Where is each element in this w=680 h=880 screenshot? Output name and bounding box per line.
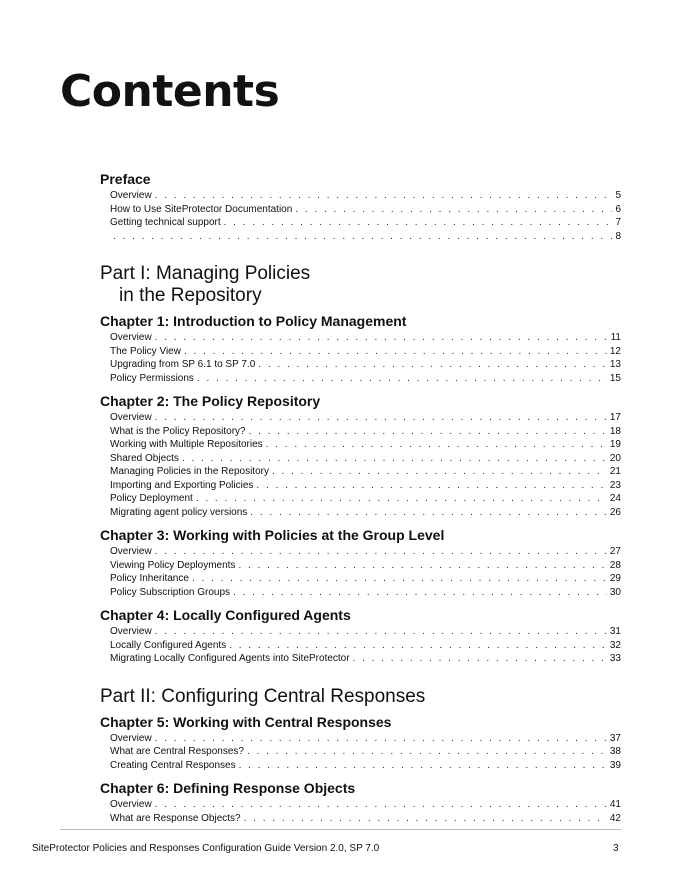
entry-page: 28 (609, 559, 621, 571)
toc-entry[interactable] (100, 625, 621, 639)
toc-entry[interactable] (100, 652, 621, 666)
toc-entry[interactable] (100, 345, 621, 359)
chapter-4-heading[interactable]: Chapter 4: Locally Configured Agents (100, 607, 351, 623)
entry-title: Viewing Policy Deployments (110, 559, 236, 571)
entry-title: Overview (110, 190, 152, 201)
entry-title: Working with Multiple Repositories (110, 439, 263, 450)
dot-leader (353, 652, 607, 666)
entry-page: 5 (615, 190, 621, 201)
part-1-title-line1: Part I: Managing Policies (100, 263, 311, 284)
preface-entries (100, 189, 621, 243)
dot-leader (238, 559, 606, 573)
dot-leader (229, 639, 607, 653)
entry-page: 31 (609, 626, 621, 637)
dot-leader (196, 492, 607, 506)
toc-entry[interactable] (100, 745, 621, 759)
entry-page: 21 (609, 466, 621, 477)
page-title: Contents (60, 66, 280, 117)
toc-entry[interactable] (100, 203, 621, 217)
entry-page: 32 (609, 639, 621, 651)
dot-leader (244, 812, 607, 826)
preface-heading: Preface (100, 171, 151, 187)
footer-page-number: 3 (613, 843, 619, 854)
entry-page: 30 (609, 586, 621, 598)
entry-title: Policy Deployment (110, 493, 193, 504)
dot-leader (258, 358, 607, 372)
dot-leader (197, 372, 607, 386)
dot-leader (256, 479, 606, 493)
dot-leader (192, 572, 607, 586)
entry-page: 23 (609, 479, 621, 491)
toc-entry[interactable] (100, 479, 621, 493)
entry-title: Upgrading from SP 6.1 to SP 7.0 (110, 359, 256, 370)
entry-title: Overview (110, 732, 152, 744)
entry-title: Migrating agent policy versions (110, 506, 248, 518)
entry-title: What are Response Objects? (110, 812, 241, 824)
dot-leader (266, 438, 607, 452)
entry-page: 24 (609, 493, 621, 504)
entry-title: The Policy View (110, 345, 181, 357)
entry-page: 11 (610, 332, 621, 343)
dot-leader (155, 331, 608, 345)
entry-title: Locally Configured Agents (110, 639, 227, 651)
dot-leader (155, 732, 607, 746)
entry-title: Policy Permissions (110, 372, 194, 384)
dot-leader (184, 345, 607, 359)
entry-title: How to Use SiteProtector Documentation (110, 203, 293, 215)
part-2-heading (100, 686, 621, 708)
entry-page: 19 (609, 439, 621, 450)
part-1-title-line2: in the Repository (119, 285, 262, 306)
entry-title: Overview (110, 412, 152, 423)
dot-leader (295, 203, 612, 217)
chapter-2-heading[interactable]: Chapter 2: The Policy Repository (100, 393, 321, 409)
toc-entry[interactable] (100, 506, 621, 520)
dot-leader (272, 465, 607, 479)
toc-entry[interactable] (100, 639, 621, 653)
entry-title: Policy Inheritance (110, 573, 189, 584)
entry-page: 26 (609, 506, 621, 518)
toc-entry[interactable] (100, 492, 621, 506)
dot-leader (155, 545, 607, 559)
part-1-heading (100, 263, 621, 307)
entry-page: 17 (609, 412, 621, 423)
entry-page: 42 (609, 812, 621, 824)
entry-title: What is the Policy Repository? (110, 425, 246, 437)
footer-title: SiteProtector Policies and Responses Configuration Guide Version 2.0, SP 7.0 (32, 843, 380, 854)
dot-leader (250, 506, 607, 520)
entry-page: 6 (615, 203, 621, 215)
toc-entry[interactable] (100, 425, 621, 439)
toc-entry[interactable] (100, 438, 621, 452)
chapter-3-heading[interactable]: Chapter 3: Working with Policies at the Group Level (100, 527, 445, 543)
entry-title: Creating Central Responses (110, 759, 236, 771)
toc-entry[interactable] (100, 230, 621, 244)
dot-leader (249, 425, 607, 439)
table-of-contents (100, 171, 621, 825)
toc-entry[interactable] (100, 189, 621, 203)
toc-entry[interactable] (100, 372, 621, 386)
entry-title: Overview (110, 799, 152, 810)
toc-entry[interactable] (100, 545, 621, 559)
chapter-6-heading[interactable]: Chapter 6: Defining Response Objects (100, 780, 356, 796)
toc-entry[interactable] (100, 452, 621, 466)
entry-title: Overview (110, 626, 152, 637)
dot-leader (155, 411, 607, 425)
dot-leader (155, 625, 607, 639)
entry-title: What are Central Responses? (110, 746, 244, 757)
entry-page: 39 (609, 759, 621, 771)
toc-entry[interactable] (100, 572, 621, 586)
toc-entry[interactable] (100, 358, 621, 372)
entry-page: 41 (609, 799, 621, 810)
footer-divider (60, 829, 621, 830)
entry-title: Shared Objects (110, 452, 179, 464)
dot-leader (155, 189, 613, 203)
dot-leader (224, 216, 613, 230)
dot-leader (113, 230, 612, 244)
dot-leader (182, 452, 607, 466)
entry-page: 33 (609, 653, 621, 664)
toc-entry[interactable] (100, 759, 621, 773)
entry-page: 13 (609, 359, 621, 370)
entry-title: Policy Subscription Groups (110, 586, 231, 598)
entry-page: 27 (609, 546, 621, 557)
chapter-1-heading[interactable]: Chapter 1: Introduction to Policy Management (100, 313, 407, 329)
dot-leader (247, 745, 607, 759)
part-2-title: Part II: Configuring Central Responses (100, 685, 426, 707)
toc-entry[interactable] (100, 465, 621, 479)
entry-page: 38 (609, 746, 621, 757)
toc-entry[interactable] (100, 798, 621, 812)
entry-title: Managing Policies in the Repository (110, 466, 269, 477)
toc-entry[interactable] (100, 411, 621, 425)
entry-title: Overview (110, 546, 152, 557)
entry-title: Importing and Exporting Policies (110, 479, 254, 491)
toc-entry[interactable] (100, 559, 621, 573)
toc-entry[interactable] (100, 812, 621, 826)
dot-leader (233, 586, 607, 600)
entry-title: Migrating Locally Configured Agents into SiteProtector (110, 653, 350, 664)
toc-entry[interactable] (100, 216, 621, 230)
entry-title: Overview (110, 332, 152, 343)
dot-leader (239, 759, 607, 773)
entry-page: 8 (615, 230, 621, 242)
toc-entry[interactable] (100, 586, 621, 600)
entry-page: 7 (615, 217, 621, 228)
entry-title: Getting technical support (110, 217, 221, 228)
entry-page: 12 (609, 345, 621, 357)
entry-page: 29 (609, 573, 621, 584)
entry-page: 15 (609, 372, 621, 384)
dot-leader (155, 798, 607, 812)
chapter-5-heading[interactable]: Chapter 5: Working with Central Responses (100, 713, 392, 730)
toc-entry[interactable] (100, 732, 621, 746)
entry-page: 20 (609, 452, 621, 464)
toc-entry[interactable] (100, 331, 621, 345)
entry-page: 37 (609, 732, 621, 744)
entry-page: 18 (609, 425, 621, 437)
